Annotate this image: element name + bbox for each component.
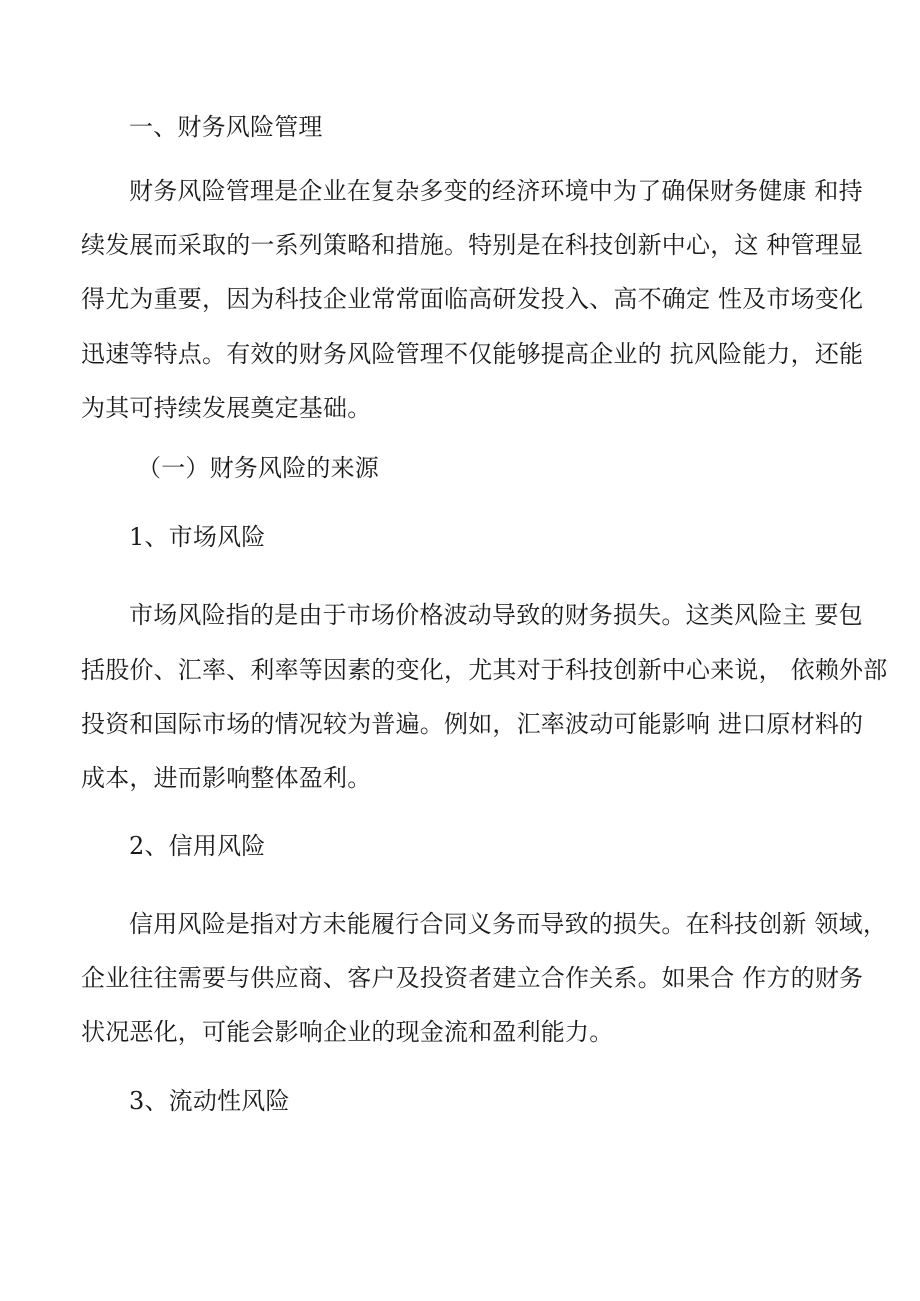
paragraph-line: 成本，进而影响整体盈利。 [81,764,372,792]
paragraph-line: 财务风险管理是企业在复杂多变的经济环境中为了确保财务健康 和持 [129,177,863,205]
paragraph-line: 续发展而采取的一系列策略和措施。特别是在科技创新中心，这 种管理显 [81,231,864,259]
paragraph-line: 信用风险是指对方未能履行合同义务而导致的损失。在科技创新 领域， [129,910,888,938]
paragraph-line: 括股价、汇率、利率等因素的变化，尤其对于科技创新中心来说， 依赖外部 [81,656,888,684]
section-heading: 一、财务风险管理 [129,113,323,141]
item-heading-liquidity-risk: 3、流动性风险 [129,1087,290,1115]
paragraph-line: 状况恶化，可能会影响企业的现金流和盈利能力。 [81,1018,614,1046]
paragraph-line: 市场风险指的是由于市场价格波动导致的财务损失。这类风险主 要包 [129,601,863,629]
item-heading-market-risk: 1、市场风险 [129,523,266,551]
item-heading-credit-risk: 2、信用风险 [129,832,266,860]
paragraph-line: 投资和国际市场的情况较为普遍。例如，汇率波动可能影响 进口原材料的 [81,710,864,738]
paragraph-line: 为其可持续发展奠定基础。 [81,394,372,422]
subsection-heading: （一）财务风险的来源 [137,454,379,482]
paragraph-line: 企业往往需要与供应商、客户及投资者建立合作关系。如果合 作方的财务 [81,964,864,992]
paragraph-line: 迅速等特点。有效的财务风险管理不仅能够提高企业的 抗风险能力，还能 [81,340,864,368]
paragraph-line: 得尤为重要，因为科技企业常常面临高研发投入、高不确定 性及市场变化 [81,285,864,313]
